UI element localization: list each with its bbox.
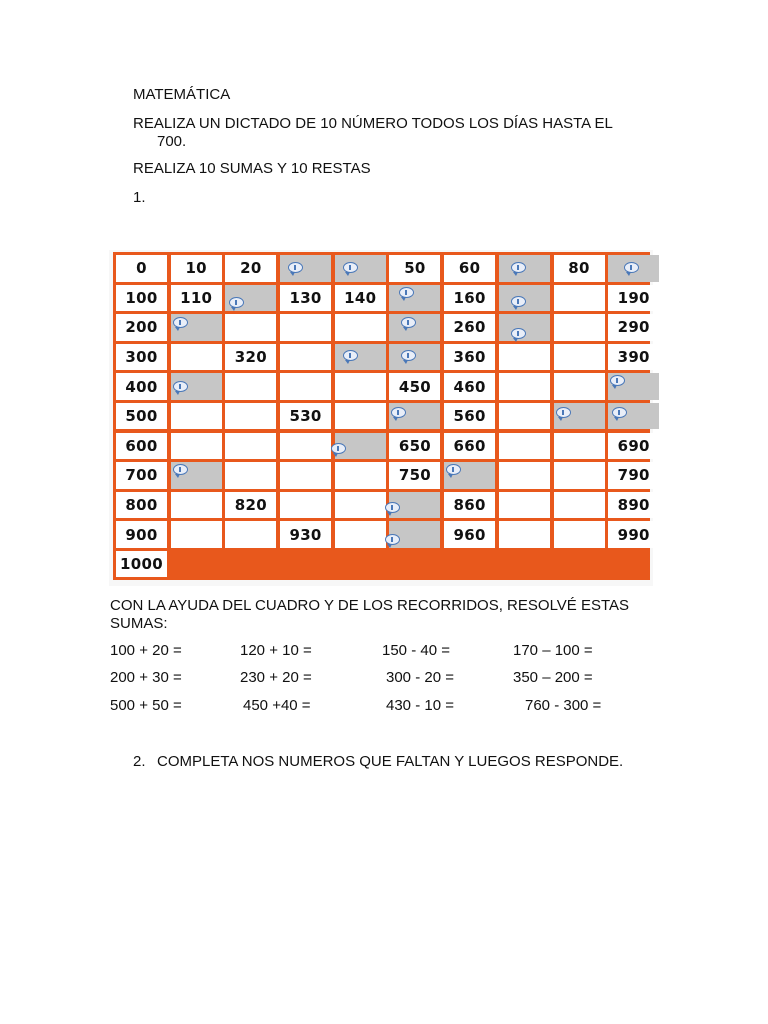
grid-cell [389, 492, 440, 519]
grid-cell [171, 492, 222, 519]
exercise-intro-cont: SUMAS: [110, 615, 168, 632]
grid-cell [608, 255, 659, 282]
grid-cell [280, 492, 331, 519]
info-bubble-icon [173, 317, 188, 328]
info-bubble-icon [612, 407, 627, 418]
subject-title: MATEMÁTICA [133, 86, 231, 103]
info-bubble-icon [511, 262, 526, 273]
number-grid [113, 252, 650, 580]
grid-cell: 400 [116, 373, 167, 400]
info-bubble-icon [399, 287, 414, 298]
grid-cell: 60 [444, 255, 495, 282]
grid-cell [499, 373, 550, 400]
grid-cell [554, 344, 605, 371]
grid-cell [499, 255, 550, 282]
grid-cell [499, 285, 550, 312]
operation-1-1: 100 + 20 = [110, 642, 182, 659]
info-bubble-icon [511, 296, 526, 307]
grid-cell [389, 521, 440, 548]
grid-cell: 650 [389, 433, 440, 460]
operation-2-1: 200 + 30 = [110, 669, 182, 686]
grid-cell: 190 [608, 285, 659, 312]
operation-1-4: 170 – 100 = [513, 642, 593, 659]
info-bubble-icon [556, 407, 571, 418]
exercise-intro: CON LA AYUDA DEL CUADRO Y DE LOS RECORRIDOS, RESOLVÉ ESTAS [110, 597, 630, 614]
grid-cell [171, 433, 222, 460]
info-bubble-icon [624, 262, 639, 273]
item-2-number: 2. [133, 753, 146, 770]
grid-cell [225, 403, 276, 430]
grid-cell: 290 [608, 314, 659, 341]
item-2-text: COMPLETA NOS NUMEROS QUE FALTAN Y LUEGOS RESPONDE. [157, 753, 624, 770]
grid-cell: 140 [335, 285, 386, 312]
grid-empty-slot [171, 551, 222, 578]
grid-cell: 450 [389, 373, 440, 400]
instruction-sums: REALIZA 10 SUMAS Y 10 RESTAS [133, 160, 371, 177]
operation-1-2: 120 + 10 = [240, 642, 312, 659]
grid-cell: 200 [116, 314, 167, 341]
grid-cell [554, 403, 605, 430]
grid-cell [499, 314, 550, 341]
grid-empty-slot [608, 551, 659, 578]
grid-cell [499, 344, 550, 371]
grid-cell: 110 [171, 285, 222, 312]
grid-cell [335, 433, 386, 460]
info-bubble-icon [173, 381, 188, 392]
grid-cell [499, 521, 550, 548]
grid-cell: 860 [444, 492, 495, 519]
grid-cell: 80 [554, 255, 605, 282]
grid-empty-slot [554, 551, 605, 578]
grid-cell: 960 [444, 521, 495, 548]
grid-cell: 530 [280, 403, 331, 430]
instruction-dictation-cont: 700. [157, 133, 187, 150]
grid-cell: 1000 [116, 551, 167, 578]
grid-cell [335, 344, 386, 371]
grid-cell: 750 [389, 462, 440, 489]
grid-empty-slot [499, 551, 550, 578]
operation-2-4: 350 – 200 = [513, 669, 593, 686]
grid-cell [554, 521, 605, 548]
info-bubble-icon [229, 297, 244, 308]
grid-cell [499, 462, 550, 489]
grid-cell: 50 [389, 255, 440, 282]
grid-cell: 130 [280, 285, 331, 312]
operation-1-3: 150 - 40 = [382, 642, 450, 659]
operation-3-2: 450 +40 = [243, 697, 311, 714]
info-bubble-icon [511, 328, 526, 339]
info-bubble-icon [401, 317, 416, 328]
info-bubble-icon [446, 464, 461, 475]
grid-cell [335, 255, 386, 282]
grid-cell [335, 403, 386, 430]
grid-cell: 660 [444, 433, 495, 460]
info-bubble-icon [288, 262, 303, 273]
grid-cell: 320 [225, 344, 276, 371]
grid-cell: 560 [444, 403, 495, 430]
operation-3-1: 500 + 50 = [110, 697, 182, 714]
info-bubble-icon [610, 375, 625, 386]
grid-cell [389, 403, 440, 430]
grid-cell: 790 [608, 462, 659, 489]
instruction-dictation: REALIZA UN DICTADO DE 10 NÚMERO TODOS LOS DÍAS HASTA EL [133, 115, 613, 132]
grid-cell [499, 433, 550, 460]
grid-cell [280, 344, 331, 371]
grid-cell [225, 521, 276, 548]
grid-empty-slot [225, 551, 276, 578]
grid-cell: 300 [116, 344, 167, 371]
operation-2-3: 300 - 20 = [386, 669, 454, 686]
grid-empty-slot [280, 551, 331, 578]
grid-cell: 990 [608, 521, 659, 548]
info-bubble-icon [173, 464, 188, 475]
info-bubble-icon [391, 407, 406, 418]
grid-cell [280, 462, 331, 489]
grid-cell [171, 521, 222, 548]
grid-cell [444, 462, 495, 489]
grid-cell [554, 492, 605, 519]
grid-cell: 360 [444, 344, 495, 371]
grid-cell: 600 [116, 433, 167, 460]
grid-cell: 690 [608, 433, 659, 460]
grid-empty-slot [335, 551, 386, 578]
grid-cell: 260 [444, 314, 495, 341]
grid-cell [554, 373, 605, 400]
grid-cell [554, 462, 605, 489]
grid-cell: 160 [444, 285, 495, 312]
grid-cell [225, 462, 276, 489]
grid-cell [225, 285, 276, 312]
grid-cell [335, 521, 386, 548]
number-grid-image [109, 250, 653, 586]
grid-cell [225, 433, 276, 460]
grid-cell [335, 462, 386, 489]
grid-cell [499, 403, 550, 430]
grid-cell [171, 403, 222, 430]
grid-empty-slot [389, 551, 440, 578]
grid-cell [554, 285, 605, 312]
grid-cell [280, 314, 331, 341]
grid-cell [389, 344, 440, 371]
info-bubble-icon [385, 534, 400, 545]
grid-cell: 700 [116, 462, 167, 489]
grid-cell: 890 [608, 492, 659, 519]
grid-cell: 20 [225, 255, 276, 282]
info-bubble-icon [343, 350, 358, 361]
grid-cell [335, 492, 386, 519]
grid-cell: 900 [116, 521, 167, 548]
grid-cell [608, 373, 659, 400]
grid-cell [225, 314, 276, 341]
grid-cell: 390 [608, 344, 659, 371]
grid-cell: 820 [225, 492, 276, 519]
grid-cell [554, 433, 605, 460]
grid-cell: 0 [116, 255, 167, 282]
operation-2-2: 230 + 20 = [240, 669, 312, 686]
grid-cell [171, 373, 222, 400]
info-bubble-icon [331, 443, 346, 454]
operation-3-4: 760 - 300 = [525, 697, 602, 714]
grid-cell [335, 373, 386, 400]
grid-cell [389, 285, 440, 312]
grid-cell: 100 [116, 285, 167, 312]
grid-empty-slot [444, 551, 495, 578]
operation-3-3: 430 - 10 = [386, 697, 454, 714]
grid-cell: 800 [116, 492, 167, 519]
grid-cell: 10 [171, 255, 222, 282]
grid-cell: 930 [280, 521, 331, 548]
grid-cell [280, 373, 331, 400]
grid-cell [608, 403, 659, 430]
grid-cell [225, 373, 276, 400]
grid-cell [554, 314, 605, 341]
grid-cell [171, 462, 222, 489]
grid-cell [389, 314, 440, 341]
grid-cell: 500 [116, 403, 167, 430]
grid-cell [171, 314, 222, 341]
grid-cell [335, 314, 386, 341]
grid-cell [280, 255, 331, 282]
item-1-number: 1. [133, 189, 146, 206]
grid-cell [171, 344, 222, 371]
info-bubble-icon [343, 262, 358, 273]
info-bubble-icon [401, 350, 416, 361]
grid-cell: 460 [444, 373, 495, 400]
info-bubble-icon [385, 502, 400, 513]
grid-cell [280, 433, 331, 460]
grid-cell [499, 492, 550, 519]
